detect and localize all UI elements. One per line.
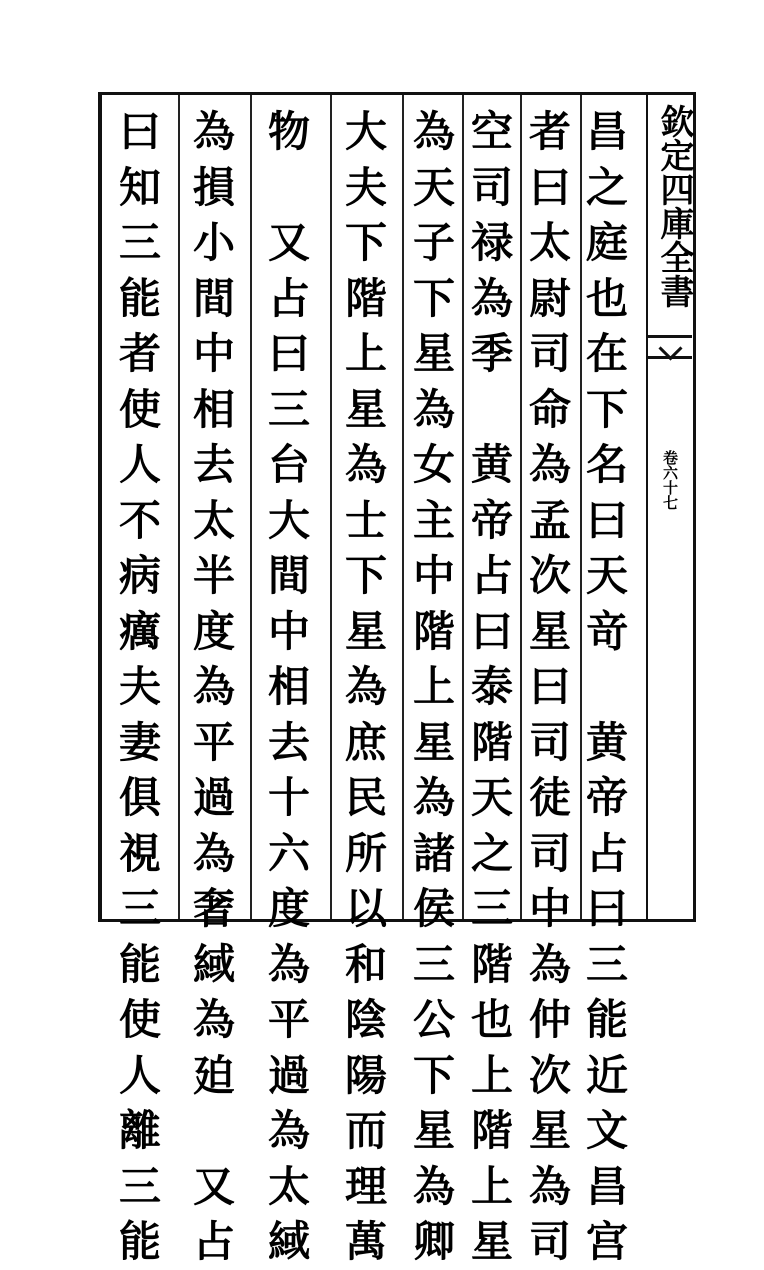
character: 能 <box>118 1217 161 1266</box>
column-rule <box>178 95 180 919</box>
character: 陰 <box>344 995 387 1044</box>
character: 階 <box>470 1106 513 1155</box>
character: 過 <box>267 1050 310 1100</box>
character: 三 <box>118 884 161 933</box>
character: 度 <box>267 884 310 933</box>
character: 帝 <box>585 773 628 822</box>
character: 間 <box>192 273 235 323</box>
character: 奢 <box>192 884 235 933</box>
character: 為 <box>192 828 235 878</box>
character: 為 <box>192 107 235 156</box>
character: 下 <box>344 551 387 600</box>
character: 主 <box>412 495 455 545</box>
character: 階 <box>412 606 455 656</box>
character: 子 <box>412 218 455 267</box>
character: 三 <box>118 218 161 267</box>
fascicle-number: 卷六十七 <box>661 450 679 510</box>
column-rule <box>330 95 332 919</box>
character: 下 <box>344 218 387 267</box>
character: 物 <box>267 107 310 156</box>
character: 人 <box>118 440 161 489</box>
character: 命 <box>528 384 571 434</box>
character: 知 <box>118 162 161 212</box>
character: 之 <box>470 828 513 878</box>
character: 又 <box>192 1161 235 1211</box>
character: 民 <box>344 773 387 822</box>
character: 曰 <box>528 162 571 212</box>
character: 人 <box>118 1050 161 1100</box>
character: 卿 <box>412 1217 455 1266</box>
character: 女 <box>412 440 455 489</box>
character: 視 <box>118 828 161 878</box>
character: 太 <box>267 1161 310 1211</box>
column-rule <box>402 95 404 919</box>
character: 間 <box>267 551 310 600</box>
fishtail-ornament <box>648 335 692 359</box>
book-title: 欽定四庫全書 <box>654 104 694 308</box>
character: 星 <box>470 1217 513 1266</box>
character: 夫 <box>118 662 161 711</box>
character: 平 <box>192 717 235 767</box>
character: 為 <box>344 440 387 489</box>
character: 星 <box>528 1106 571 1155</box>
character: 司 <box>528 329 571 378</box>
character: 尉 <box>528 273 571 323</box>
text-column <box>408 104 460 1270</box>
text-column <box>524 104 576 1270</box>
text-column <box>114 104 166 1270</box>
character: 三 <box>267 384 310 434</box>
character: 能 <box>118 273 161 323</box>
character: 為 <box>192 662 235 711</box>
character: 半 <box>192 551 235 600</box>
character: 庶 <box>344 717 387 767</box>
character: 緎 <box>267 1217 310 1266</box>
character: 離 <box>118 1106 161 1155</box>
character: 下 <box>585 384 628 434</box>
character: 過 <box>192 773 235 822</box>
character: 曰 <box>470 606 513 656</box>
character: 階 <box>470 939 513 989</box>
character: 癘 <box>118 606 161 656</box>
character: 宫 <box>585 1217 628 1266</box>
character: 為 <box>267 1106 310 1155</box>
character: 能 <box>585 995 628 1044</box>
character: 為 <box>344 662 387 711</box>
character: 為 <box>192 995 235 1044</box>
character: 而 <box>344 1106 387 1155</box>
character: 公 <box>412 995 455 1044</box>
character: 萬 <box>344 1217 387 1266</box>
character: 廹 <box>192 1050 235 1100</box>
character: 次 <box>528 1050 571 1100</box>
character: 之 <box>585 162 628 212</box>
character: 曰 <box>585 495 628 545</box>
character: 中 <box>528 884 571 933</box>
text-column <box>188 104 240 1270</box>
character: 司 <box>470 162 513 212</box>
character: 使 <box>118 384 161 434</box>
character: 六 <box>267 828 310 878</box>
character: 為 <box>412 773 455 822</box>
character: 徒 <box>528 773 571 822</box>
character: 三 <box>585 939 628 989</box>
character: 十 <box>267 773 310 822</box>
character: 占 <box>192 1217 235 1266</box>
text-column <box>581 104 633 1270</box>
character: 大 <box>267 495 310 545</box>
character: 緎 <box>192 939 235 989</box>
character: 諸 <box>412 828 455 878</box>
character: 理 <box>344 1161 387 1211</box>
character: 為 <box>528 1161 571 1211</box>
character: 為 <box>412 1161 455 1211</box>
character: 太 <box>528 218 571 267</box>
character: 星 <box>412 329 455 378</box>
character: 為 <box>267 939 310 989</box>
character: 中 <box>412 551 455 600</box>
character: 曰 <box>267 329 310 378</box>
character: 上 <box>470 1050 513 1100</box>
column-rule <box>520 95 522 919</box>
character: 三 <box>118 1161 161 1211</box>
character: 星 <box>412 1106 455 1155</box>
character: 中 <box>192 329 235 378</box>
character: 星 <box>412 717 455 767</box>
character: 在 <box>585 329 628 378</box>
character: 夫 <box>344 162 387 212</box>
character: 為 <box>470 273 513 323</box>
character: 妻 <box>118 717 161 767</box>
character: 為 <box>528 440 571 489</box>
character: 昌 <box>585 107 628 156</box>
character: 俱 <box>118 773 161 822</box>
character: 文 <box>585 1106 628 1155</box>
character: 中 <box>267 606 310 656</box>
character: 去 <box>267 717 310 767</box>
text-column <box>340 104 392 1270</box>
character: 曰 <box>585 884 628 933</box>
character: 階 <box>470 717 513 767</box>
character: 上 <box>412 662 455 711</box>
column-rule <box>250 95 252 919</box>
character: 下 <box>412 273 455 323</box>
character: 為 <box>412 384 455 434</box>
character: 禄 <box>470 218 513 267</box>
character: 季 <box>470 329 513 378</box>
character: 仲 <box>528 995 571 1044</box>
character: 天 <box>412 162 455 212</box>
character: 昌 <box>585 1161 628 1211</box>
character: 太 <box>192 495 235 545</box>
character: 黄 <box>585 717 628 767</box>
character: 星 <box>344 606 387 656</box>
character: 損 <box>192 162 235 212</box>
character: 帝 <box>470 495 513 545</box>
character: 占 <box>585 828 628 878</box>
character: 星 <box>344 384 387 434</box>
character: 孟 <box>528 495 571 545</box>
character: 次 <box>528 551 571 600</box>
character: 也 <box>470 995 513 1044</box>
character: 度 <box>192 606 235 656</box>
character: 星 <box>528 606 571 656</box>
character: 相 <box>267 662 310 711</box>
character: 大 <box>344 107 387 156</box>
character: 小 <box>192 218 235 267</box>
text-column <box>466 104 518 1270</box>
character: 竒 <box>585 606 628 656</box>
character: 司 <box>528 1217 571 1266</box>
character: 不 <box>118 495 161 545</box>
character: 名 <box>585 440 628 489</box>
character: 台 <box>267 440 310 489</box>
character: 為 <box>528 939 571 989</box>
character: 上 <box>344 329 387 378</box>
character: 曰 <box>528 662 571 711</box>
character: 相 <box>192 384 235 434</box>
character: 庭 <box>585 218 628 267</box>
character: 又 <box>267 218 310 267</box>
character: 泰 <box>470 662 513 711</box>
character: 者 <box>528 107 571 156</box>
character: 天 <box>585 551 628 600</box>
character: 三 <box>470 884 513 933</box>
character: 下 <box>412 1050 455 1100</box>
character: 以 <box>344 884 387 933</box>
character: 能 <box>118 939 161 989</box>
character: 黄 <box>470 440 513 489</box>
character: 上 <box>470 1161 513 1211</box>
character: 近 <box>585 1050 628 1100</box>
character: 去 <box>192 440 235 489</box>
character: 平 <box>267 995 310 1044</box>
character: 天 <box>470 773 513 822</box>
character: 占 <box>470 551 513 600</box>
character: 階 <box>344 273 387 323</box>
character: 司 <box>528 828 571 878</box>
character: 陽 <box>344 1050 387 1100</box>
character: 三 <box>412 939 455 989</box>
column-rule <box>462 95 464 919</box>
character: 為 <box>412 107 455 156</box>
character: 者 <box>118 329 161 378</box>
character: 曰 <box>118 107 161 156</box>
character: 侯 <box>412 884 455 933</box>
character: 使 <box>118 995 161 1044</box>
text-column <box>263 104 315 1270</box>
character: 占 <box>267 273 310 323</box>
character: 和 <box>344 939 387 989</box>
character: 司 <box>528 717 571 767</box>
character: 也 <box>585 273 628 323</box>
character: 病 <box>118 551 161 600</box>
character: 所 <box>344 828 387 878</box>
character: 士 <box>344 495 387 545</box>
character: 空 <box>470 107 513 156</box>
